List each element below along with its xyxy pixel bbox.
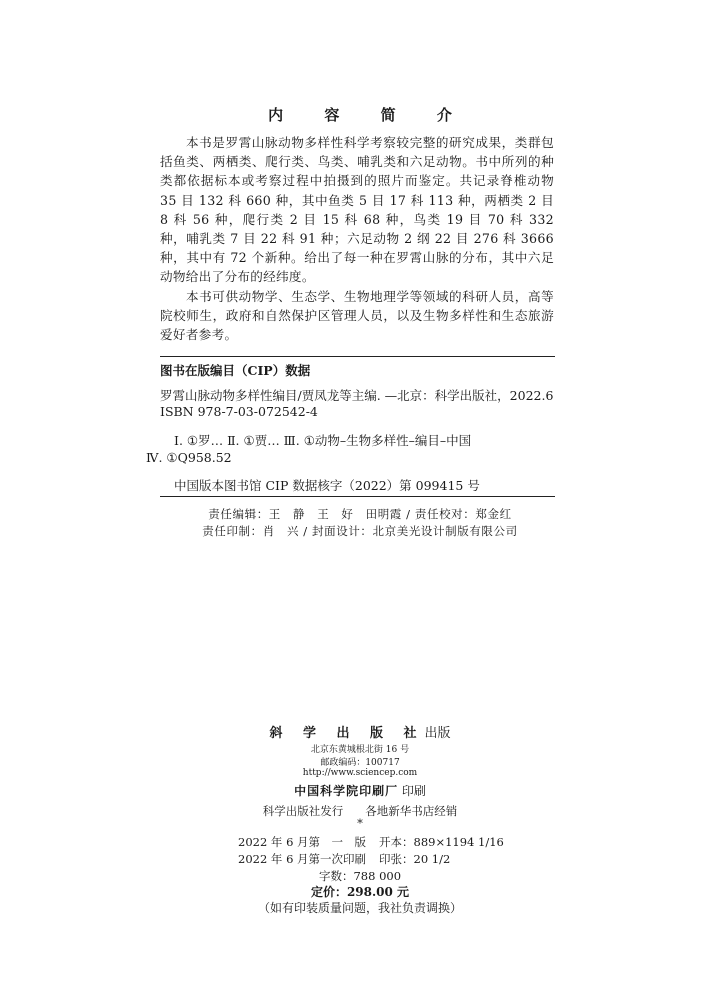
cip-heading: 图书在版编目（CIP）数据 [160, 363, 311, 378]
editorial-staff-line-1: 责任编辑：王 静 王 好 田明霞 / 责任校对：郑金红 [208, 507, 512, 521]
publisher-name [0, 722, 720, 741]
publisher-logo-text: 斜 学 出 版 社 [269, 726, 425, 741]
cip-bottom-rule [160, 496, 555, 497]
cip-top-rule [160, 356, 555, 357]
distribution-publisher: 科学出版社发行 [262, 804, 344, 818]
intro-text [160, 133, 554, 344]
sheet-count: 印张：20 1/2 [379, 852, 451, 866]
cip-classification-line: Ⅰ. ①罗… Ⅱ. ①贾… Ⅲ. ①动物–生物多样性–编目–中国 [174, 433, 472, 448]
printer-suffix: 印刷 [398, 784, 426, 798]
editorial-staff-line-2: 责任印制：肖 兴 / 封面设计：北京美光设计制版有限公司 [202, 524, 518, 538]
edition-date: 2022 年 6 月第 一 版 [238, 835, 367, 849]
printing-date: 2022 年 6 月第一次印刷 [238, 852, 367, 866]
intro-paragraph-1: 本书是罗霄山脉动物多样性科学考察较完整的研究成果，类群包括鱼类、两栖类、爬行类、鸟类、哺乳类和六足动物。书中所列的种类都依据标本或考察过程中拍摄到的照片而鉴定。共记录脊椎动物 35 目 132 科 660 种，其中鱼类 5 目 17 科 113 种，两栖类 2 目 8 科 56 种，爬行类 2 目 15 科 68 种，鸟类 19 目 70 科 332 种，哺乳类 7 目 22 科 91 种；六足动物 2 纲 22 目 276 科 3666 种，其中有 72 个新种。给出了每一种在罗霄山脉的分布，其中六足动物给出了分布的经纬度。 [160, 135, 554, 285]
word-count: 字数：788 000 [318, 869, 402, 883]
publisher-postcode: 邮政编码：100717 [320, 758, 400, 768]
format-size: 开本：889×1194 1/16 [379, 835, 504, 849]
distribution-bookstores: 各地新华书店经销 [365, 804, 458, 818]
cip-catalog-line: 罗霄山脉动物多样性编目/贾凤龙等主编. —北京：科学出版社，2022.6 [160, 388, 554, 403]
publisher-url: http://www.sciencep.com [302, 768, 418, 778]
intro-paragraph-2: 本书可供动物学、生态学、生物地理学等领域的科研人员，高等院校师生，政府和自然保护区管理人员，以及生物多样性和生态旅游爱好者参考。 [160, 288, 554, 343]
printer-line [0, 782, 720, 799]
publisher-suffix: 出版 [424, 726, 451, 741]
publisher-address: 北京东黄城根北街 16 号 [310, 745, 410, 755]
printer-logo-text: 中国科学院印刷厂 [294, 784, 399, 798]
quality-notice: （如有印装质量问题，我社负责调换） [257, 901, 462, 915]
section-title: 内 容 简 介 [268, 106, 470, 124]
cip-isbn: ISBN 978-7-03-072542-4 [160, 404, 318, 419]
cip-classification-number: Ⅳ. ①Q958.52 [146, 450, 232, 465]
separator-star: * [357, 816, 363, 830]
price: 定价：298.00 元 [310, 885, 410, 899]
cip-record-number: 中国版本图书馆 CIP 数据核字（2022）第 099415 号 [174, 478, 480, 493]
